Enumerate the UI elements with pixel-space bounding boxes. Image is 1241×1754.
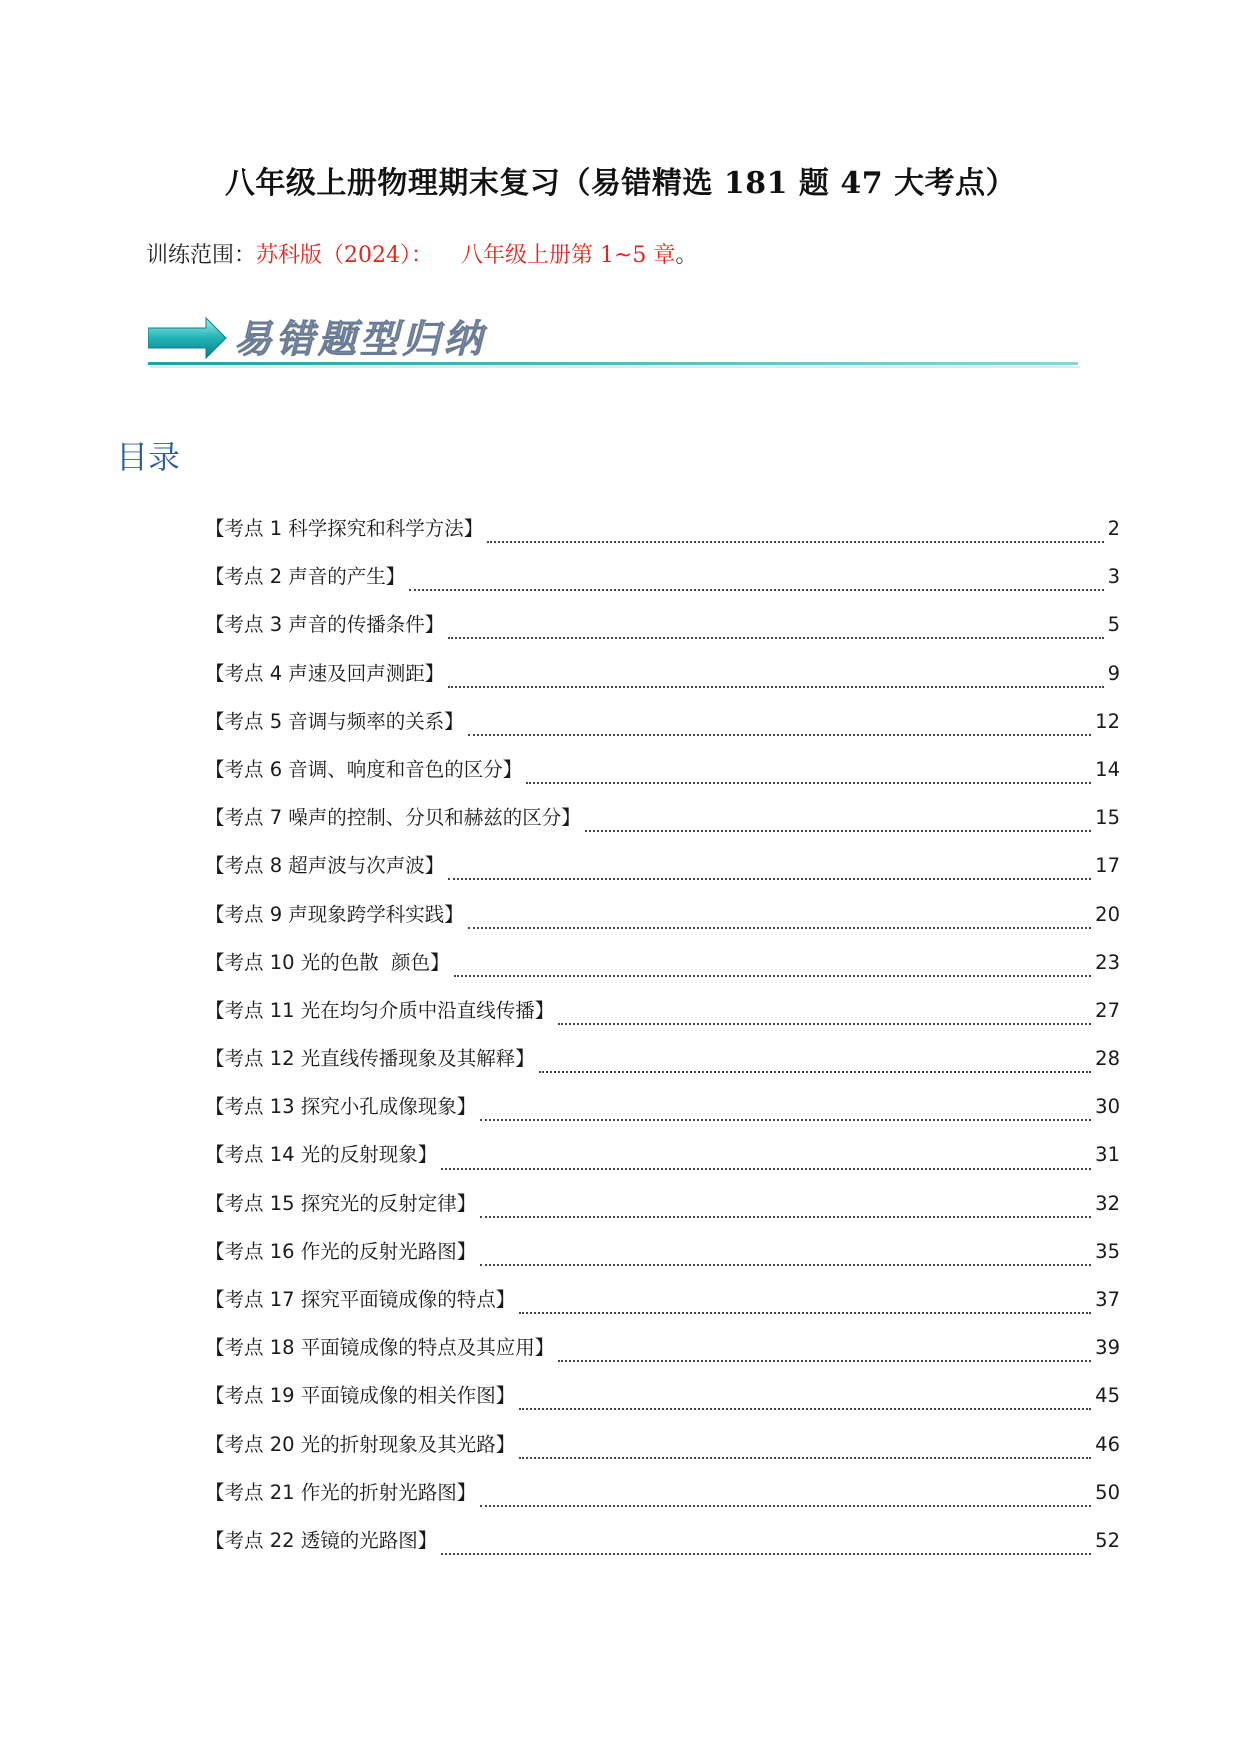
toc-page-number: 3 <box>1107 565 1120 589</box>
scope-end: 。 <box>675 243 698 268</box>
toc-entry[interactable] <box>205 1043 1120 1091</box>
table-of-contents <box>205 513 1120 1573</box>
toc-page-number: 50 <box>1095 1480 1120 1504</box>
toc-leader <box>519 1408 1091 1410</box>
toc-page-number: 23 <box>1095 950 1120 974</box>
scope-value: 苏科版（2024）： 八年级上册第 1~5 章 <box>256 243 676 268</box>
toc-entry-label: 【考点 1 科学探究和科学方法】 <box>205 517 484 540</box>
toc-entry[interactable] <box>205 706 1120 754</box>
toc-page-number: 20 <box>1095 902 1120 926</box>
toc-entry-label: 【考点 18 平面镜成像的特点及其应用】 <box>205 1336 555 1360</box>
arrow-icon <box>148 318 226 358</box>
toc-leader <box>558 1360 1091 1362</box>
toc-leader <box>585 830 1091 832</box>
toc-page-number: 12 <box>1095 709 1120 733</box>
toc-entry-label: 【考点 11 光在均匀介质中沿直线传播】 <box>205 998 555 1022</box>
toc-entry-label: 【考点 17 探究平面镜成像的特点】 <box>205 1288 516 1311</box>
toc-entry-label: 【考点 13 探究小孔成像现象】 <box>205 1095 477 1119</box>
toc-page-number: 32 <box>1095 1191 1120 1215</box>
toc-entry-label: 【考点 12 光直线传播现象及其解释】 <box>205 1047 535 1071</box>
toc-entry[interactable] <box>205 1477 1120 1525</box>
toc-entry[interactable] <box>205 1284 1120 1332</box>
document-title: 八年级上册物理期末复习（易错精选 181 题 47 大考点） <box>224 166 1017 201</box>
toc-entry[interactable] <box>205 947 1120 995</box>
toc-leader <box>480 1216 1091 1218</box>
toc-entry[interactable] <box>205 850 1120 898</box>
toc-leader <box>468 927 1091 929</box>
toc-entry-label: 【考点 6 音调、响度和音色的区分】 <box>205 757 523 781</box>
toc-page-number: 15 <box>1095 806 1120 830</box>
toc-leader <box>558 1023 1091 1025</box>
toc-entry-label: 【考点 9 声现象跨学科实践】 <box>205 902 464 926</box>
toc-leader <box>526 782 1091 784</box>
toc-page-number: 35 <box>1095 1239 1120 1263</box>
toc-entry-label: 【考点 16 作光的反射光路图】 <box>205 1239 477 1263</box>
toc-page-number: 27 <box>1095 998 1120 1022</box>
toc-entry-label: 【考点 21 作光的折射光路图】 <box>205 1480 477 1504</box>
toc-heading: 目录 <box>116 438 181 476</box>
section-banner <box>148 312 1088 374</box>
toc-page-number: 45 <box>1095 1384 1120 1408</box>
toc-leader <box>539 1071 1091 1073</box>
toc-leader <box>487 541 1103 543</box>
toc-entry[interactable] <box>205 1188 1120 1236</box>
toc-entry[interactable] <box>205 899 1120 947</box>
toc-entry[interactable] <box>205 1091 1120 1139</box>
toc-page-number: 52 <box>1095 1528 1120 1552</box>
toc-entry[interactable] <box>205 802 1120 850</box>
toc-leader <box>480 1505 1091 1507</box>
banner-shadow <box>150 366 1080 368</box>
training-scope <box>146 238 697 269</box>
toc-leader <box>468 734 1091 736</box>
toc-leader <box>519 1457 1091 1459</box>
toc-page-number: 30 <box>1095 1095 1120 1119</box>
toc-page-number: 5 <box>1107 613 1120 637</box>
toc-entry[interactable] <box>205 1525 1120 1573</box>
toc-leader <box>480 1264 1091 1266</box>
toc-leader <box>454 975 1092 977</box>
toc-entry-label: 【考点 22 透镜的光路图】 <box>205 1528 438 1552</box>
toc-entry[interactable] <box>205 658 1120 706</box>
toc-entry-label: 【考点 15 探究光的反射定律】 <box>205 1191 477 1215</box>
toc-page-number: 39 <box>1095 1336 1120 1360</box>
scope-label: 训练范围： <box>146 243 257 268</box>
toc-entry[interactable] <box>205 995 1120 1043</box>
toc-leader <box>441 1553 1091 1555</box>
banner-title: 易错题型归纳 <box>234 317 487 361</box>
toc-page-number: 9 <box>1107 661 1120 685</box>
toc-leader <box>448 637 1103 639</box>
toc-page-number: 14 <box>1095 757 1120 781</box>
toc-entry-label: 【考点 7 噪声的控制、分贝和赫兹的区分】 <box>205 806 581 830</box>
toc-entry-label: 【考点 20 光的折射现象及其光路】 <box>205 1432 516 1456</box>
toc-page-number: 2 <box>1107 517 1120 540</box>
toc-leader <box>480 1119 1091 1121</box>
toc-leader <box>441 1168 1091 1170</box>
toc-entry-label: 【考点 5 音调与频率的关系】 <box>205 709 464 733</box>
toc-entry[interactable] <box>205 754 1120 802</box>
toc-entry-label: 【考点 14 光的反射现象】 <box>205 1143 438 1167</box>
toc-entry[interactable] <box>205 609 1120 657</box>
toc-page-number: 28 <box>1095 1047 1120 1071</box>
toc-entry-label: 【考点 19 平面镜成像的相关作图】 <box>205 1384 516 1408</box>
toc-entry-label: 【考点 3 声音的传播条件】 <box>205 613 445 637</box>
toc-page-number: 31 <box>1095 1143 1120 1167</box>
toc-entry-label: 【考点 2 声音的产生】 <box>205 565 406 589</box>
toc-page-number: 37 <box>1095 1288 1120 1311</box>
toc-entry[interactable] <box>205 561 1120 609</box>
toc-page-number: 46 <box>1095 1432 1120 1456</box>
toc-page-number: 17 <box>1095 854 1120 878</box>
toc-entry[interactable] <box>205 513 1120 561</box>
toc-entry-label: 【考点 8 超声波与次声波】 <box>205 854 445 878</box>
banner-graphic <box>148 312 1088 374</box>
banner-underline <box>148 362 1078 365</box>
toc-leader <box>448 878 1091 880</box>
toc-entry-label: 【考点 4 声速及回声测距】 <box>205 661 445 685</box>
toc-entry[interactable] <box>205 1380 1120 1428</box>
toc-leader <box>409 589 1103 591</box>
toc-entry-label: 【考点 10 光的色散 颜色】 <box>205 950 450 974</box>
toc-leader <box>448 686 1103 688</box>
toc-entry[interactable] <box>205 1429 1120 1477</box>
toc-entry[interactable] <box>205 1236 1120 1284</box>
toc-leader <box>519 1312 1091 1314</box>
toc-entry[interactable] <box>205 1332 1120 1380</box>
toc-entry[interactable] <box>205 1139 1120 1187</box>
